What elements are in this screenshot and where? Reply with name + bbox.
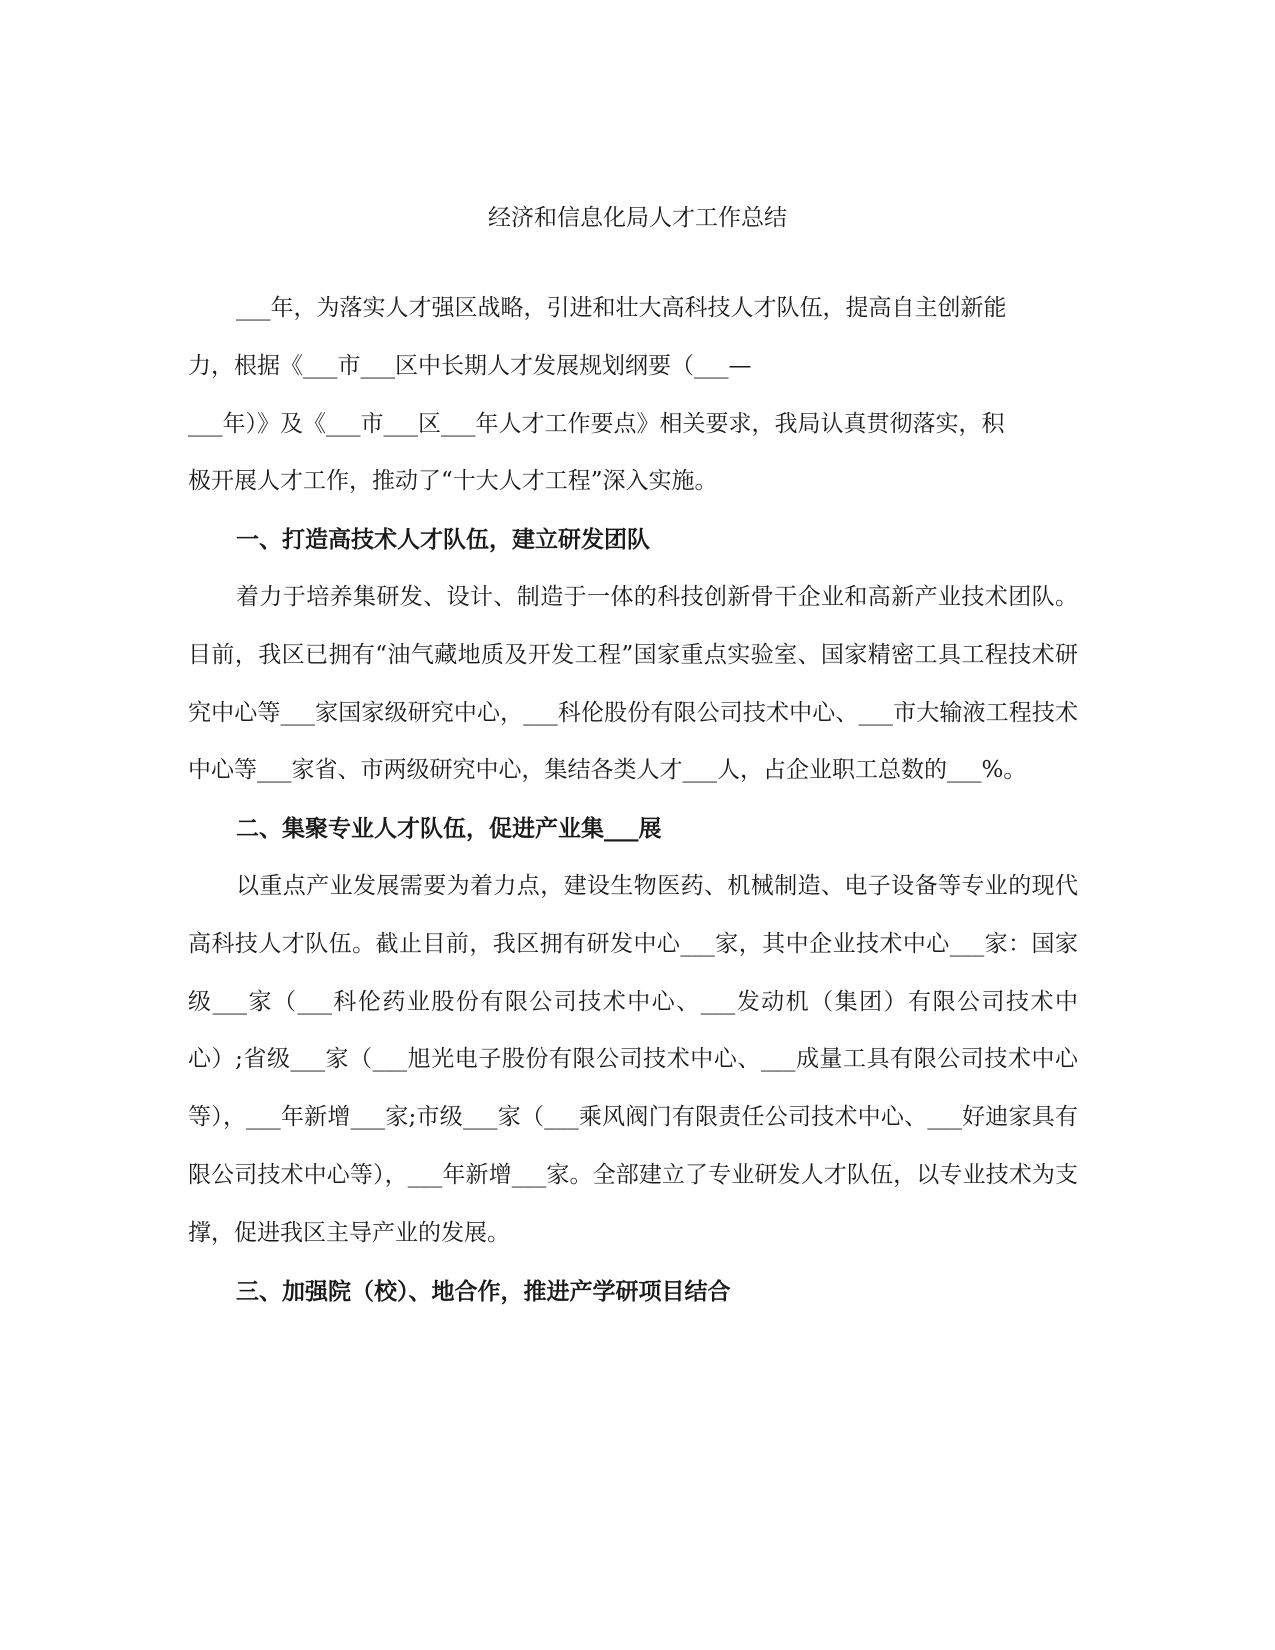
section-3-heading: 三、加强院（校）、地合作，推进产学研项目结合 — [236, 1277, 731, 1305]
intro-line: ___年）》及《___市___区___年人才工作要点》相关要求，我局认真贯彻落实，积 — [188, 410, 1005, 437]
document-body — [188, 280, 1078, 1320]
section-1-body: 着力于培养集研发、设计、制造于一体的科技创新骨干企业和高新产业技术团队。目前，我区已拥有“油气藏地质及开发工程”国家重点实验室、国家精密工具工程技术研究中心等___家国家级研究中心，___科伦股份有限公司技术中心、___市大输液工程技术中心等___家省、市两级研究中心，集结各类人才___人，占企业职工总数的___%。 — [188, 583, 1078, 784]
intro-line: 极开展人才工作，推动了“十大人才工程”深入实施。 — [188, 468, 718, 495]
section-2-body: 以重点产业发展需要为着力点，建设生物医药、机械制造、电子设备等专业的现代高科技人才队伍。截止目前，我区拥有研发中心___家，其中企业技术中心___家：国家级___家（___科伦药业股份有限公司技术中心、___发动机（集团）有限公司技术中心）;省级___家（___旭光电子股份有限公司技术中心、___成量工具有限公司技术中心等），___年新增___家;市级___家（___乘风阀门有限责任公司技术中心、___好迪家具有限公司技术中心等），___年新增___家。全部建立了专业研发人才队伍，以专业技术为支撑，促进我区主导产业的发展。 — [188, 872, 1078, 1246]
intro-paragraph — [188, 280, 1078, 511]
section-2-heading: 二、集聚专业人才队伍，促进产业集___展 — [236, 815, 662, 843]
intro-line: 力，根据《___市___区中长期人才发展规划纲要（___— — [188, 352, 752, 379]
intro-line: ___年，为落实人才强区战略，引进和壮大高科技人才队伍，提高自主创新能 — [236, 295, 1007, 321]
section-1-heading: 一、打造高技术人才队伍，建立研发团队 — [236, 526, 650, 554]
document-title: 经济和信息化局人才工作总结 — [488, 205, 787, 231]
